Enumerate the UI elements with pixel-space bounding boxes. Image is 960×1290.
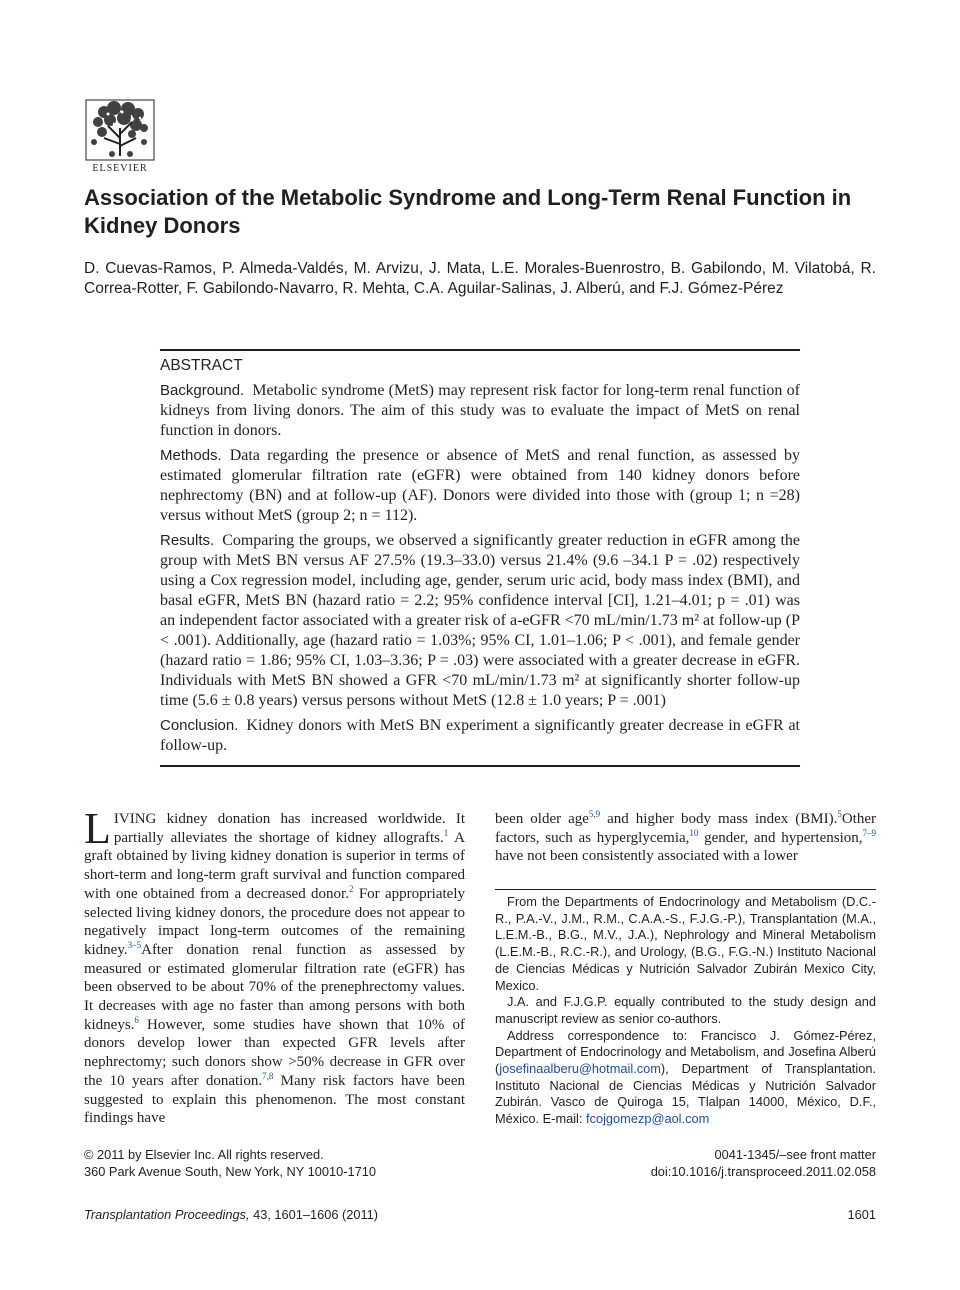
intro-text-3: For appropriately selected living kidney donors, the procedure does not appear to negatively impact long-term outcomes of the remaining kidney. xyxy=(84,885,465,958)
ref-link-3[interactable]: 3–5 xyxy=(127,939,142,950)
abstract-methods-text: Data regarding the presence or absence of MetS and renal function, as assessed by estimated glomerular filtration rate (eGFR) were obtained from 140 kidney donors before nephrectomy (BN) and at follow-up (AF). Donors were divided into those with (group 1; n =28) versus without MetS (group 2; n = 112). xyxy=(160,447,800,524)
abstract-results-label: Results. xyxy=(160,532,215,549)
abstract-heading: ABSTRACT xyxy=(160,357,243,374)
body-text-3: Other factors, such as hyperglycemia, xyxy=(495,811,876,846)
ref-link-4[interactable]: 6 xyxy=(134,1014,139,1025)
abstract-box xyxy=(160,349,800,767)
copyright-block xyxy=(84,1146,504,1180)
body-column-right xyxy=(495,810,876,866)
body-text-2: and higher body mass index (BMI). xyxy=(600,811,838,827)
abstract-background xyxy=(160,381,800,441)
journal-volume-pages: 43, 1601–1606 (2011) xyxy=(249,1207,379,1222)
page-number: 1601 xyxy=(847,1207,876,1222)
publisher-address: 360 Park Avenue South, New York, NY 10010-1710 xyxy=(84,1164,376,1179)
drop-cap: L xyxy=(84,804,111,853)
correspondence-note xyxy=(495,1028,876,1128)
correspondence-text-2: ), Department of Transplantation. Instituto Nacional de Ciencias Médicas y Nutrición Salvador Zubirán. Vasco de Quiroga 15, Tlalpan 14000, México, D.F., México. E-mail: xyxy=(495,1061,876,1127)
intro-smallcaps: IVING xyxy=(113,811,157,827)
ref-link-7[interactable]: 5 xyxy=(837,809,842,819)
intro-text-1: kidney donation has increased worldwide. It partially alleviates the shortage of kidney allografts. xyxy=(113,811,465,846)
abstract-conclusion xyxy=(160,716,800,756)
body-continuation xyxy=(495,810,876,866)
email-link-gomez[interactable]: fcojgomezp@aol.com xyxy=(586,1111,710,1127)
ref-link-8[interactable]: 10 xyxy=(689,827,699,838)
footnote-divider xyxy=(495,889,876,890)
body-text-1: been older age xyxy=(495,811,589,827)
affiliation-footnotes xyxy=(495,894,876,1128)
correspondence-text-1: Address correspondence to: Francisco J. Gómez-Pérez, Department of Endocrinology and Metabolism, and Josefina Alberú ( xyxy=(495,1027,876,1077)
ref-link-5[interactable]: 7,8 xyxy=(262,1070,274,1081)
copyright-line: © 2011 by Elsevier Inc. All rights reserved. xyxy=(84,1147,324,1162)
intro-text-5: However, some studies have shown that 10% of donors develop lower than expected GFR levels after nephrectomy; such donors show >50% decrease in GFR over the 10 years after donation. xyxy=(84,1016,465,1089)
body-column-left xyxy=(84,804,465,1128)
doi-link[interactable]: doi:10.1016/j.transproceed.2011.02.058 xyxy=(650,1164,876,1179)
abstract-results-text: Comparing the groups, we observed a significantly greater reduction in eGFR among the group with MetS BN versus AF 27.5% (19.3–33.0) versus 21.4% (9.6 –34.1 P = .02) respectively using a Cox regression model, including age, gender, serum uric acid, body mass index (BMI), and basal eGFR, MetS BN (hazard ratio = 2.2; 95% confidence interval [CI], 1.21–4.01; p = .01) was an independent factor associated with a greater risk of a-eGFR <70 mL/min/1.73 m² at follow-up (P < .001). Additionally, age (hazard ratio = 1.03%; 95% CI, 1.01–1.06; P < .001), and female gender (hazard ratio = 1.86; 95% CI, 1.03–3.36; P = .03) were associated with a greater decrease in eGFR. Individuals with MetS BN showed a GFR <70 mL/min/1.73 m² at significantly shorter follow-up time (5.6 ± 0.8 years) versus persons without MetS (12.8 ± 1.0 years; P = .001) xyxy=(160,532,800,709)
equal-contribution-note: J.A. and F.J.G.P. equally contributed to the study design and manuscript review as senior co-authors. xyxy=(495,994,876,1026)
abstract-results xyxy=(160,531,800,711)
ref-link-9[interactable]: 7–9 xyxy=(862,827,876,838)
intro-text-2: A graft obtained by living kidney donation is superior in terms of short-term and long-term graft survival and function compared with one obtained from a decreased donor. xyxy=(84,829,465,902)
ref-link-1[interactable]: 1 xyxy=(443,827,449,838)
abstract-background-text: Metabolic syndrome (MetS) may represent risk factor for long-term renal function of kidneys from living donors. The aim of this study was to evaluate the impact of MetS on renal function in donors. xyxy=(160,382,800,439)
intro-paragraph xyxy=(84,804,465,1128)
journal-citation xyxy=(84,1206,584,1223)
email-link-alberu[interactable]: josefinaalberu@hotmail.com xyxy=(499,1061,661,1077)
article-title: Association of the Metabolic Syndrome and Long-Term Renal Function in Kidney Donors xyxy=(84,185,852,238)
abstract-methods xyxy=(160,446,800,526)
abstract-conclusion-text: Kidney donors with MetS BN experiment a significantly greater decrease in eGFR at follow-up. xyxy=(160,717,800,754)
abstract-methods-label: Methods. xyxy=(160,447,222,464)
body-text-5: have not been consistently associated with a lower xyxy=(495,848,798,865)
journal-name: Transplantation Proceedings, xyxy=(84,1207,250,1222)
intro-text-6: Many risk factors have been suggested to explain this phenomenon. The most constant findings have xyxy=(84,1072,465,1127)
body-text-4: gender, and hypertension, xyxy=(698,829,863,846)
affiliation-text: From the Departments of Endocrinology and Metabolism (D.C.-R., P.A.-V., J.M., R.M., C.A.A.-S., F.J.G.-P.), Transplantation (M.A., L.E.M.-B., B.G., M.V., J.A.), Nephrology and Mineral Metabolism (L.E.M.-B., R.C.-R.), and Urology, (B.G., F.G.-N.) Instituto Nacional de Ciencias Médicas y Nutrición Salvador Zubirán Mexico City, Mexico. xyxy=(495,894,876,993)
abstract-conclusion-label: Conclusion. xyxy=(160,717,239,734)
issn-doi-block xyxy=(560,1146,876,1180)
abstract-background-label: Background. xyxy=(160,382,245,399)
author-list: D. Cuevas-Ramos, P. Almeda-Valdés, M. Arvizu, J. Mata, L.E. Morales-Buenrostro, B. Gabilondo, M. Vilatobá, R. Correa-Rotter, F. Gabilondo-Navarro, R. Mehta, C.A. Aguilar-Salinas, J. Alberú, and F.J. Gómez-Pérez xyxy=(84,260,876,297)
intro-text-4: After donation renal function as assessed by measured or estimated glomerular filtration rate (eGFR) has been observed to be about 70% of the prenephrectomy values. It decreases with age no faster than among persons with both kidneys. xyxy=(84,941,465,1033)
ref-link-6[interactable]: 5,9 xyxy=(588,809,601,819)
elsevier-wordmark: ELSEVIER xyxy=(92,163,148,174)
issn-line: 0041-1345/–see front matter xyxy=(714,1147,876,1162)
ref-link-2[interactable]: 2 xyxy=(348,883,354,894)
elsevier-tree-icon xyxy=(84,98,156,162)
